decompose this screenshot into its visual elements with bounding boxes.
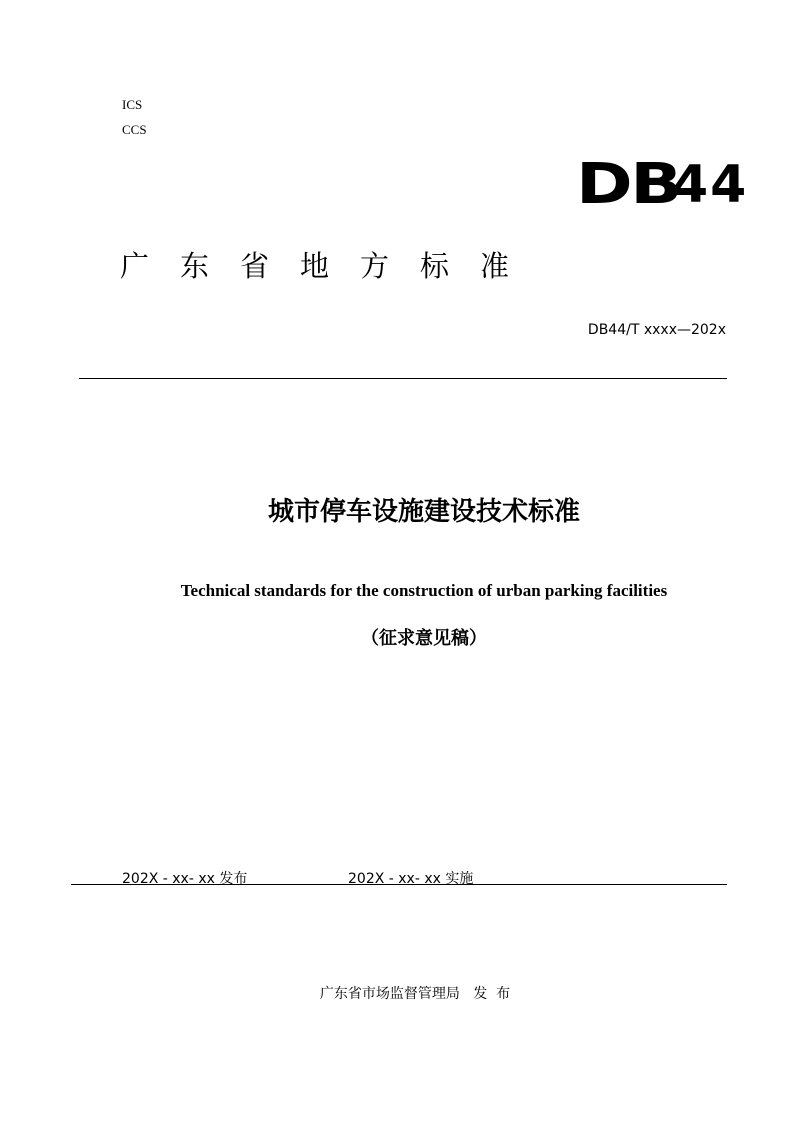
ics-label: ICS [122,97,143,112]
top-divider [79,378,727,379]
implement-date: 202X - xx- xx 实施 [348,871,474,887]
standard-type: 广东省地方标准 [120,249,541,283]
document-title-english: Technical standards for the construction of urban parking facilities [180,581,668,600]
standard-number: DB44/T xxxx—202x [587,322,726,338]
publish-date: 202X - xx- xx 发布 [122,871,248,887]
document-title-chinese: 城市停车设施建设技术标准 [267,497,580,527]
logo-letters: DB [576,152,680,217]
ccs-label: CCS [122,122,147,137]
issuing-authority: 广东省市场监督管理局 发 布 [319,986,511,1002]
bottom-divider [71,884,727,885]
draft-status: （征求意见稿） [361,628,487,649]
logo-number: 44 [672,155,749,215]
db44-logo [576,152,756,217]
